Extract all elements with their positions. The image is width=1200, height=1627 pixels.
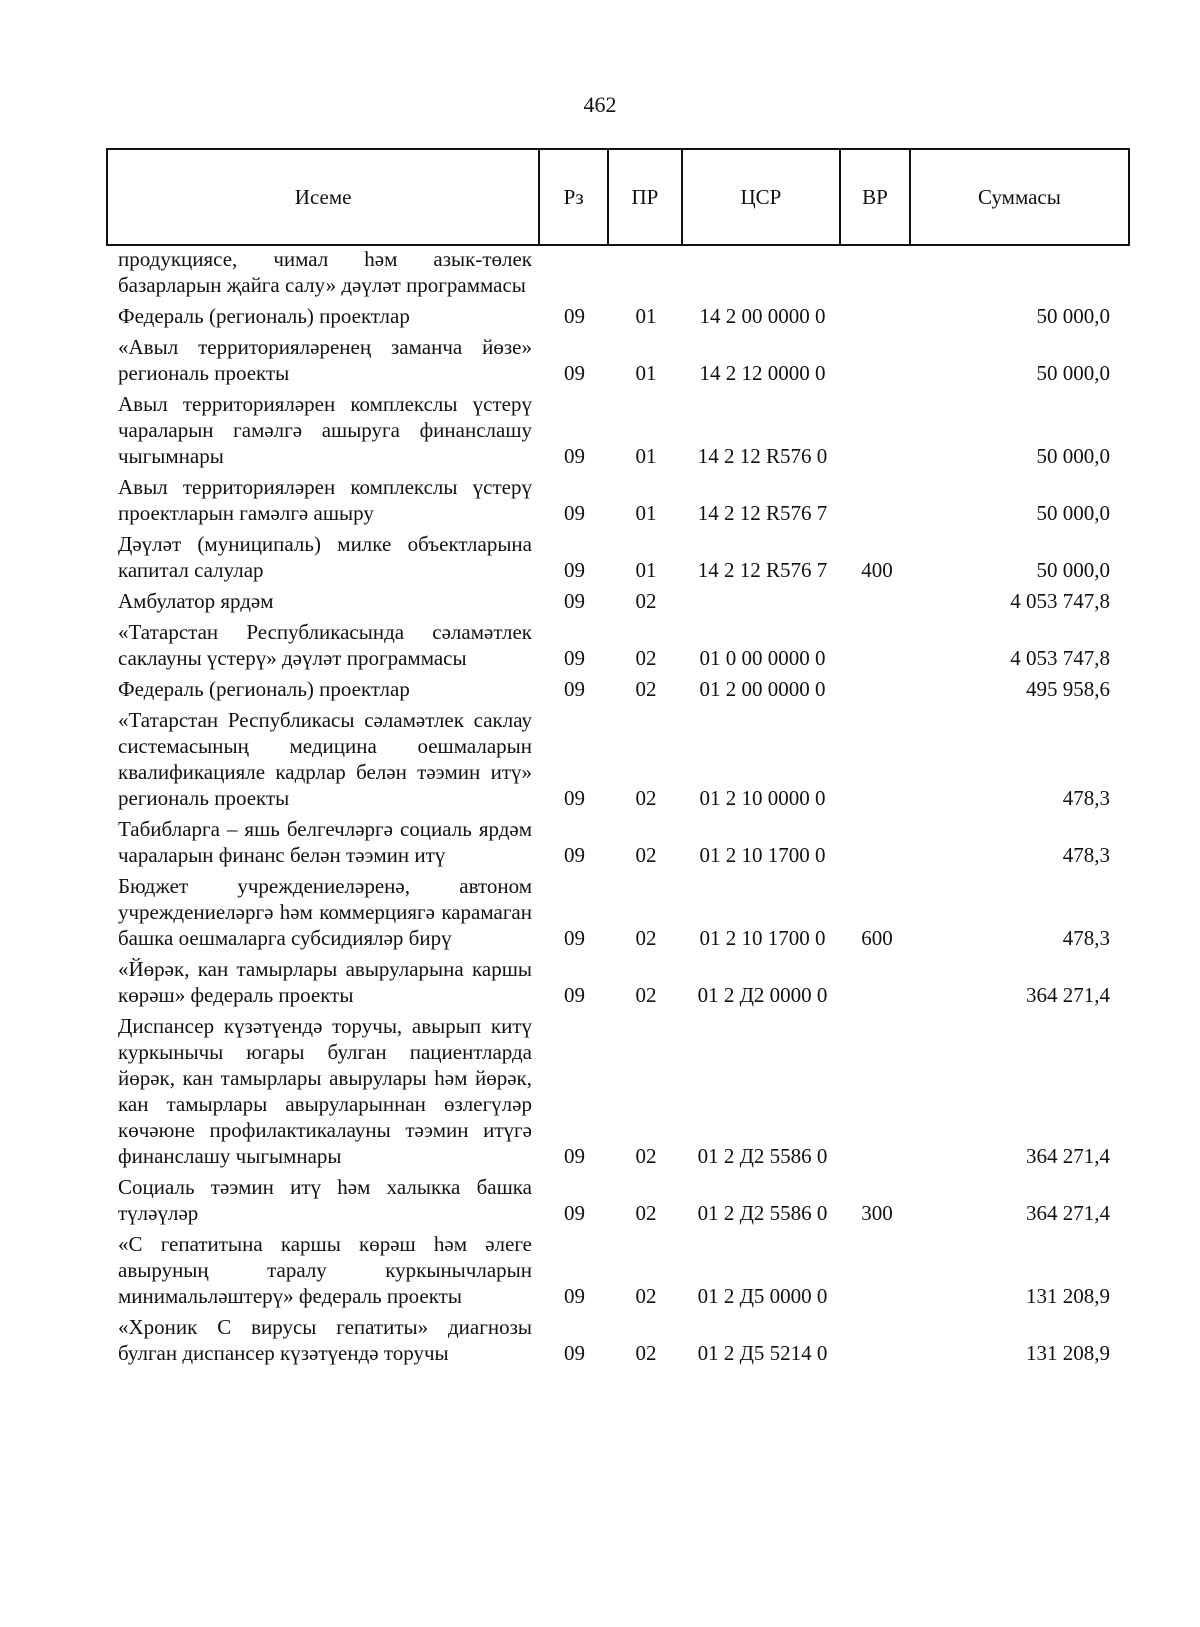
row-rz: 09 <box>564 1201 585 1225</box>
table-row <box>106 1013 1130 1169</box>
table-row <box>106 1231 1130 1309</box>
row-name: «Татарстан Республикасында сәламәтлек саклауны үстерү» дәүләт программасы <box>118 620 532 670</box>
row-csr: 01 2 Д2 5586 0 <box>697 1201 828 1225</box>
row-csr: 01 2 10 0000 0 <box>699 786 826 810</box>
table-row <box>106 1174 1130 1226</box>
row-rz: 09 <box>564 1341 585 1365</box>
row-vr: 600 <box>861 926 893 950</box>
table-row <box>106 531 1130 583</box>
row-rz: 09 <box>564 361 585 385</box>
row-pr: 01 <box>635 558 657 582</box>
table-row <box>106 474 1130 526</box>
row-rz: 09 <box>564 501 585 525</box>
row-name: Авыл территорияләрен комплекслы үстерү проектларын гамәлгә ашыру <box>118 475 532 525</box>
table-row <box>106 1314 1130 1366</box>
row-name: Диспансер күзәтүендә торучы, авырып китү куркынычы югары булган пациентларда йөрәк, кан тамырлары авырулары һәм йөрәк, кан тамырлары авыруларыннан өзлегүләр көчәюне профилактикалауны тәэмин итүгә финанслашу чыгымнары <box>118 1014 532 1168</box>
header-vr: ВР <box>841 150 911 244</box>
table-row <box>106 303 1130 329</box>
table-body <box>106 246 1130 1371</box>
row-csr: 01 0 00 0000 0 <box>699 646 826 670</box>
page-number: 462 <box>583 92 617 117</box>
row-name: Дәүләт (муниципаль) милке объектларына капитал салулар <box>118 532 532 582</box>
row-pr: 02 <box>635 843 657 867</box>
row-pr: 02 <box>635 983 657 1007</box>
header-pr: ПР <box>609 150 683 244</box>
row-vr: 300 <box>861 1201 893 1225</box>
row-csr: 01 2 Д2 5586 0 <box>697 1144 828 1168</box>
row-rz: 09 <box>564 558 585 582</box>
row-name: «Хроник С вирусы гепатиты» диагнозы булган диспансер күзәтүендә торучы <box>118 1315 532 1365</box>
table-row <box>106 873 1130 951</box>
table-row <box>106 676 1130 702</box>
row-rz: 09 <box>564 1284 585 1308</box>
header-csr: ЦСР <box>683 150 841 244</box>
header-sum: Суммасы <box>977 184 1061 209</box>
row-pr: 01 <box>635 361 657 385</box>
row-csr: 01 2 10 1700 0 <box>699 926 826 950</box>
row-pr: 02 <box>635 646 657 670</box>
row-name: Федераль (региональ) проектлар <box>118 677 410 701</box>
row-rz: 09 <box>564 646 585 670</box>
table-header <box>106 148 1130 246</box>
row-csr: 01 2 00 0000 0 <box>699 677 826 701</box>
row-sum: 495 958,6 <box>1026 677 1110 701</box>
row-pr: 01 <box>635 304 657 328</box>
row-sum: 4 053 747,8 <box>1010 589 1110 613</box>
row-name: Табибларга – яшь белгечләргә социаль ярдәм чараларын финанс белән тәэмин итү <box>118 817 532 867</box>
table-row <box>106 334 1130 386</box>
row-rz: 09 <box>564 786 585 810</box>
row-rz: 09 <box>564 677 585 701</box>
row-name: «Авыл территорияләренең заманча йөзе» региональ проекты <box>118 335 532 385</box>
row-sum: 478,3 <box>1062 926 1110 950</box>
table-row <box>106 707 1130 811</box>
row-sum: 4 053 747,8 <box>1010 646 1110 670</box>
row-csr: 14 2 00 0000 0 <box>699 304 826 328</box>
row-sum: 364 271,4 <box>1026 1201 1110 1225</box>
row-name: Социаль тәэмин итү һәм халыкка башка түләүләр <box>118 1175 532 1225</box>
row-rz: 09 <box>564 983 585 1007</box>
row-rz: 09 <box>564 843 585 867</box>
row-name: «Татарстан Республикасы сәламәтлек саклау системасының медицина оешмаларын квалификацияле кадрлар белән тәэмин итү» региональ проекты <box>118 708 532 810</box>
row-sum: 478,3 <box>1062 786 1110 810</box>
row-rz: 09 <box>564 1144 585 1168</box>
table-row <box>106 246 1130 298</box>
row-csr: 01 2 Д5 0000 0 <box>697 1284 828 1308</box>
row-rz: 09 <box>564 589 585 613</box>
row-sum: 131 208,9 <box>1026 1284 1110 1308</box>
row-name: «С гепатитына каршы көрәш һәм әлеге авыруның таралу куркынычларын минимальләштерү» федераль проекты <box>118 1232 532 1308</box>
table-row <box>106 816 1130 868</box>
row-csr: 01 2 Д2 0000 0 <box>697 983 828 1007</box>
row-csr: 14 2 12 R576 7 <box>697 501 828 525</box>
row-sum: 50 000,0 <box>1036 304 1110 328</box>
row-rz: 09 <box>564 926 585 950</box>
row-pr: 02 <box>635 1284 657 1308</box>
row-pr: 02 <box>635 1341 657 1365</box>
row-sum: 50 000,0 <box>1036 558 1110 582</box>
table-row <box>106 391 1130 469</box>
table-row <box>106 588 1130 614</box>
row-name: Авыл территорияләрен комплекслы үстерү чараларын гамәлгә ашыруга финанслашу чыгымнары <box>118 392 532 468</box>
row-sum: 50 000,0 <box>1036 501 1110 525</box>
row-name: продукциясе, чимал һәм азык-төлек базарларын җайга салу» дәүләт программасы <box>118 247 532 297</box>
row-sum: 478,3 <box>1062 843 1110 867</box>
row-csr: 01 2 Д5 5214 0 <box>697 1341 828 1365</box>
row-sum: 50 000,0 <box>1036 444 1110 468</box>
row-vr: 400 <box>861 558 893 582</box>
row-name: Федераль (региональ) проектлар <box>118 304 410 328</box>
row-csr: 01 2 10 1700 0 <box>699 843 826 867</box>
row-name: Амбулатор ярдәм <box>118 589 274 613</box>
header-name: Исеме <box>108 150 540 244</box>
row-rz: 09 <box>564 444 585 468</box>
row-csr: 14 2 12 0000 0 <box>699 361 826 385</box>
row-pr: 02 <box>635 677 657 701</box>
row-sum: 364 271,4 <box>1026 1144 1110 1168</box>
row-name: «Йөрәк, кан тамырлары авыруларына каршы көрәш» федераль проекты <box>118 957 532 1007</box>
row-pr: 02 <box>635 589 657 613</box>
table-row <box>106 619 1130 671</box>
row-pr: 01 <box>635 501 657 525</box>
row-sum: 131 208,9 <box>1026 1341 1110 1365</box>
row-pr: 02 <box>635 926 657 950</box>
row-pr: 01 <box>635 444 657 468</box>
row-pr: 02 <box>635 1201 657 1225</box>
row-sum: 50 000,0 <box>1036 361 1110 385</box>
row-pr: 02 <box>635 786 657 810</box>
row-csr: 14 2 12 R576 7 <box>697 558 828 582</box>
row-csr: 14 2 12 R576 0 <box>697 444 828 468</box>
row-pr: 02 <box>635 1144 657 1168</box>
table-row <box>106 956 1130 1008</box>
row-sum: 364 271,4 <box>1026 983 1110 1007</box>
row-name: Бюджет учреждениеләренә, автоном учреждениеләргә һәм коммерциягә карамаган башка оешмаларга субсидияләр бирү <box>118 874 532 950</box>
row-rz: 09 <box>564 304 585 328</box>
header-rz: Рз <box>540 150 609 244</box>
